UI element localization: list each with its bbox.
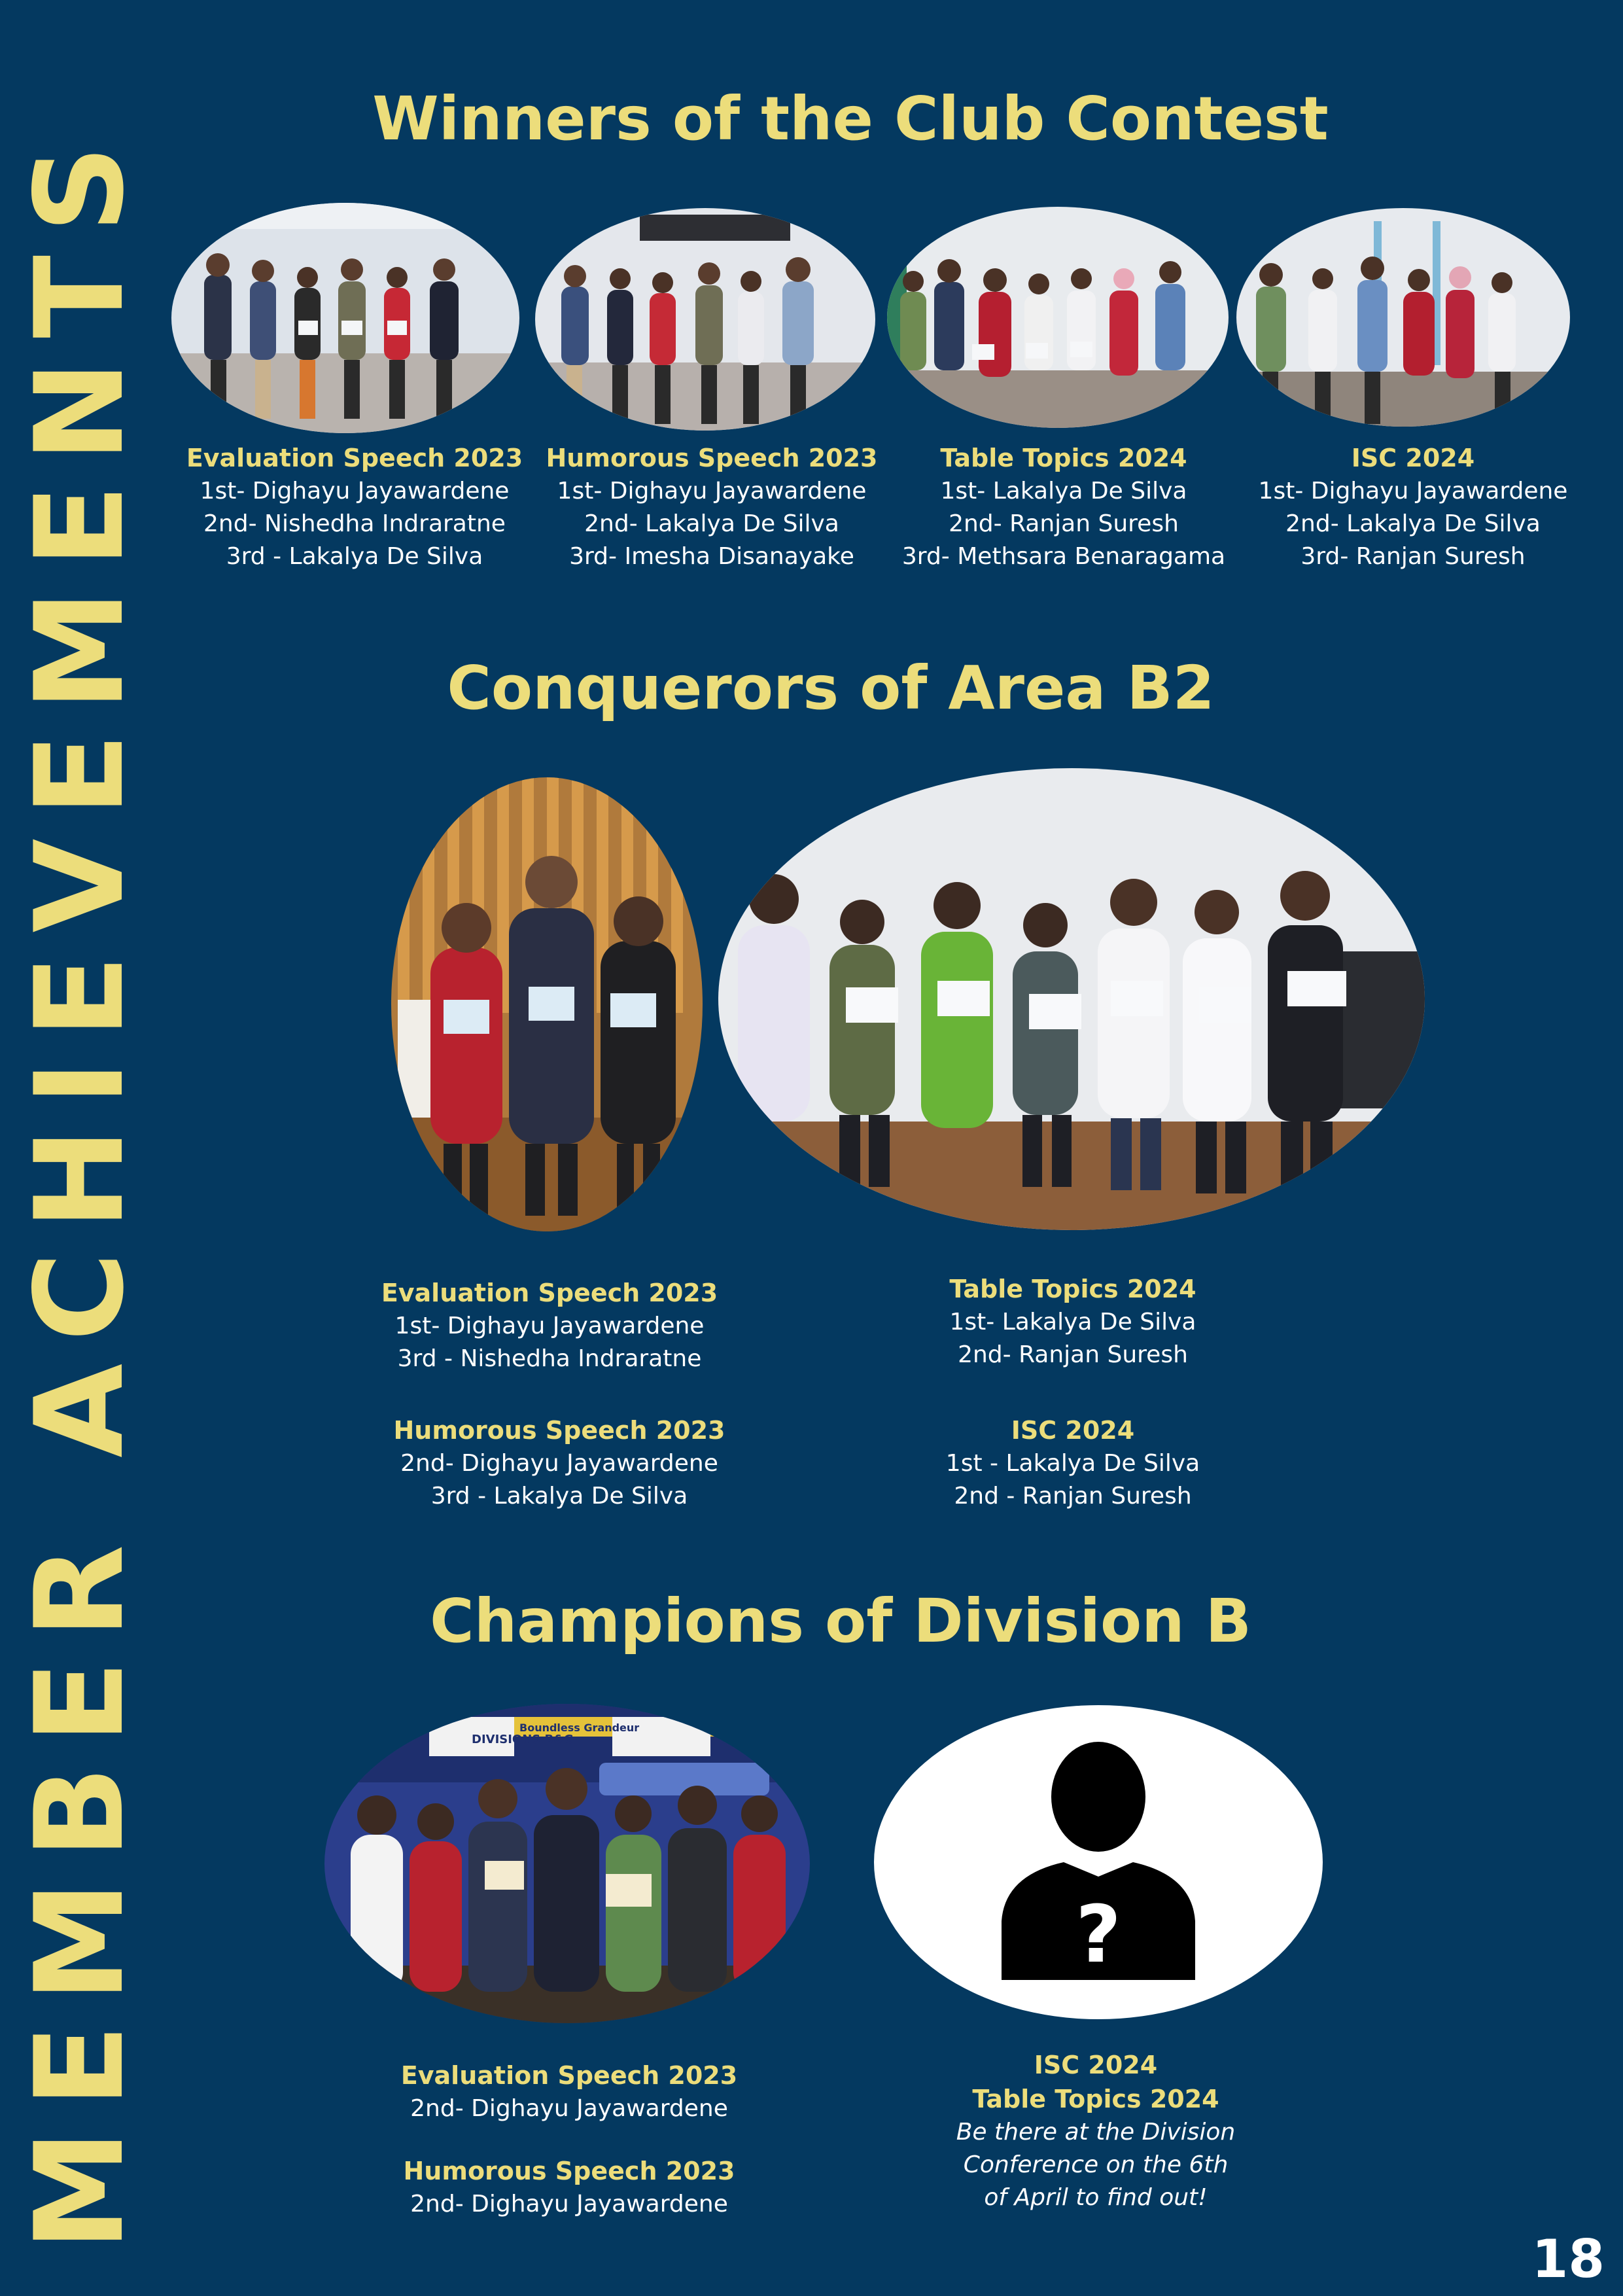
entry-title: ISC 2024 <box>1351 444 1475 472</box>
area-photo-group <box>718 768 1425 1230</box>
entry-line: 3rd - Nishedha Indraratne <box>397 1345 702 1372</box>
division-entry-2 <box>386 2154 752 2221</box>
club-photo-tabletopics <box>887 207 1229 428</box>
club-entry-1 <box>171 441 538 573</box>
area-entry-2 <box>376 1413 742 1513</box>
entry-line: 1st- Dighayu Jayawardene <box>200 478 510 504</box>
entry-line: 1st- Dighayu Jayawardene <box>394 1313 705 1339</box>
club-photo-isc <box>1236 208 1570 427</box>
club-entry-4 <box>1236 441 1590 573</box>
pending-title-1: ISC 2024 <box>1034 2051 1158 2079</box>
club-photo-evaluation <box>171 203 519 433</box>
svg-text:?: ? <box>1075 1890 1121 1981</box>
division-photo-group <box>324 1704 810 2023</box>
side-title: MEMBER ACHIEVEMENTS <box>9 122 150 2251</box>
area-entry-1 <box>366 1276 733 1375</box>
entry-line: 2nd- Ranjan Suresh <box>958 1341 1188 1368</box>
entry-line: 1st- Lakalya De Silva <box>940 478 1187 504</box>
banner-right-text: Boundless Grandeur <box>519 1722 640 1734</box>
entry-title: ISC 2024 <box>1011 1416 1135 1445</box>
entry-line: 1st- Dighayu Jayawardene <box>1258 478 1568 504</box>
entry-line: 2nd- Nishedha Indraratne <box>203 510 506 537</box>
page-number: 18 <box>1531 2229 1605 2289</box>
entry-title: Humorous Speech 2023 <box>403 2157 735 2185</box>
person-question-icon <box>874 1705 1323 2019</box>
division-heading: Champions of Division B <box>430 1586 1251 1656</box>
club-entry-3 <box>881 441 1247 573</box>
entry-line: 2nd- Lakalya De Silva <box>1285 510 1541 537</box>
pending-line: of April to find out! <box>984 2184 1208 2211</box>
banner-left-text: DIVISIONS B&G <box>472 1733 574 1746</box>
entry-line: 1st- Lakalya De Silva <box>949 1309 1196 1335</box>
entry-line: 2nd- Dighayu Jayawardene <box>410 2191 728 2217</box>
entry-title: Evaluation Speech 2023 <box>400 2061 738 2090</box>
entry-line: 2nd - Ranjan Suresh <box>954 1483 1192 1510</box>
entry-line: 2nd- Dighayu Jayawardene <box>400 1450 718 1477</box>
division-photo-placeholder <box>874 1705 1323 2019</box>
club-entry-2 <box>529 441 895 573</box>
area-entry-4 <box>890 1413 1256 1513</box>
pending-line: Be there at the Division <box>956 2119 1236 2146</box>
entry-line: 2nd- Ranjan Suresh <box>949 510 1179 537</box>
entry-line: 3rd - Lakalya De Silva <box>430 1483 688 1510</box>
entry-title: Table Topics 2024 <box>940 444 1187 472</box>
area-heading: Conquerors of Area B2 <box>447 653 1215 723</box>
entry-line: 2nd- Dighayu Jayawardene <box>410 2095 728 2122</box>
entry-line: 2nd- Lakalya De Silva <box>584 510 839 537</box>
entry-line: 3rd- Methsara Benaragama <box>901 543 1226 570</box>
entry-line: 3rd- Imesha Disanayake <box>569 543 854 570</box>
entry-title: Evaluation Speech 2023 <box>186 444 523 472</box>
area-entry-3 <box>890 1272 1256 1371</box>
pending-title-2: Table Topics 2024 <box>972 2085 1219 2113</box>
club-heading: Winners of the Club Contest <box>372 84 1329 154</box>
area-photo-trio <box>391 777 703 1231</box>
pending-line: Conference on the 6th <box>963 2151 1229 2178</box>
entry-title: Humorous Speech 2023 <box>393 1416 725 1445</box>
entry-line: 3rd- Ranjan Suresh <box>1300 543 1526 570</box>
entry-title: Table Topics 2024 <box>949 1275 1196 1303</box>
entry-title: Evaluation Speech 2023 <box>381 1279 718 1307</box>
entry-line: 3rd - Lakalya De Silva <box>226 543 483 570</box>
division-entry-1 <box>386 2058 752 2125</box>
entry-title: Humorous Speech 2023 <box>546 444 878 472</box>
division-pending <box>913 2048 1279 2214</box>
entry-line: 1st - Lakalya De Silva <box>945 1450 1200 1477</box>
club-photo-humorous <box>535 208 875 431</box>
entry-line: 1st- Dighayu Jayawardene <box>557 478 867 504</box>
